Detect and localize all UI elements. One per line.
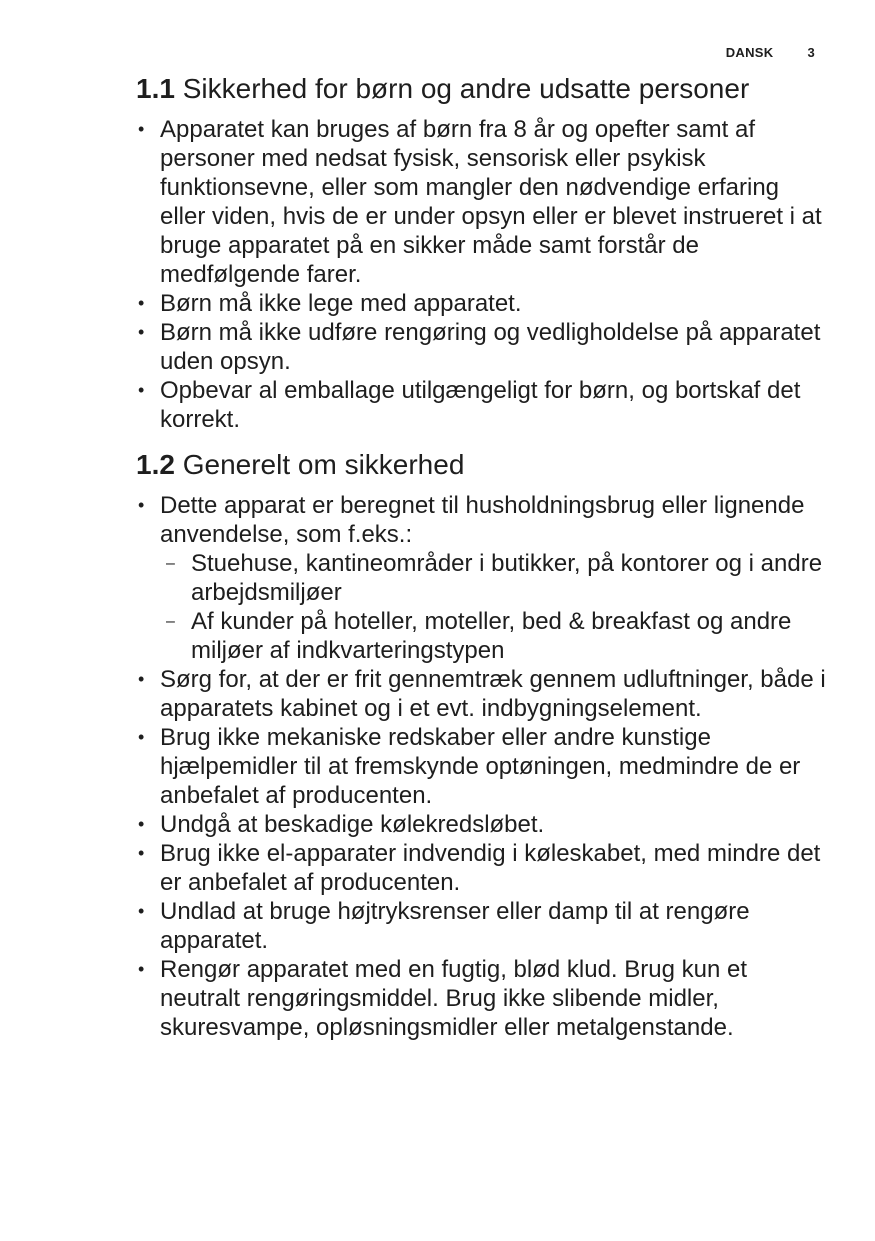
list-item bbox=[136, 839, 826, 897]
page-number: 3 bbox=[807, 45, 815, 60]
section-heading bbox=[136, 71, 826, 107]
bullet-icon: • bbox=[138, 119, 145, 139]
bullet-icon: • bbox=[138, 959, 145, 979]
list-item bbox=[136, 318, 826, 376]
list-item bbox=[136, 491, 826, 665]
bullet-icon: • bbox=[138, 322, 145, 342]
sub-list-item-text: Stuehuse, kantineområder i butikker, på kontorer og i andre arbejdsmiljøer bbox=[191, 550, 823, 606]
sub-list-item-text: Af kunder på hoteller, moteller, bed & breakfast og andre miljøer af indkvarteringstypen bbox=[191, 608, 792, 664]
list-item-text: Brug ikke el-apparater indvendig i køleskabet, med mindre det er anbefalet af producenten. bbox=[160, 840, 821, 896]
section-child-safety bbox=[136, 71, 826, 434]
list-item-text: Børn må ikke udføre rengøring og vedligholdelse på apparatet uden opsyn. bbox=[160, 319, 821, 375]
bullet-list bbox=[136, 491, 826, 1042]
list-item-text: Børn må ikke lege med apparatet. bbox=[160, 290, 522, 317]
list-item-text: Opbevar al emballage utilgængeligt for børn, og bortskaf det korrekt. bbox=[160, 377, 801, 433]
bullet-icon: • bbox=[138, 727, 145, 747]
list-item-text: Undlad at bruge højtryksrenser eller damp til at rengøre apparatet. bbox=[160, 898, 750, 954]
dash-icon: – bbox=[166, 613, 175, 630]
sub-list-item bbox=[160, 607, 826, 665]
list-item-text: Apparatet kan bruges af børn fra 8 år og opefter samt af personer med nedsat fysisk, sensorisk eller psykisk funktionsevne, eller som mangler den nødvendige erfaring eller viden, hvis de er under opsyn eller er blevet instrueret i at bruge apparatet på en sikker måde samt forstår de medfølgende farer. bbox=[160, 116, 822, 288]
list-item-text: Rengør apparatet med en fugtig, blød klud. Brug kun et neutralt rengøringsmiddel. Brug ikke slibende midler, skuresvampe, opløsningsmidler eller metalgenstande. bbox=[160, 956, 748, 1041]
list-item bbox=[136, 897, 826, 955]
bullet-icon: • bbox=[138, 380, 145, 400]
page-header bbox=[726, 45, 815, 60]
list-item-text: Dette apparat er beregnet til husholdningsbrug eller lignende anvendelse, som f.eks.: bbox=[160, 492, 805, 548]
bullet-list bbox=[136, 115, 826, 434]
section-general-safety bbox=[136, 447, 826, 1042]
list-item bbox=[136, 723, 826, 810]
list-item bbox=[136, 376, 826, 434]
language-label: DANSK bbox=[725, 45, 774, 60]
bullet-icon: • bbox=[138, 669, 145, 689]
document-content bbox=[136, 71, 826, 1042]
sub-list-item bbox=[160, 549, 826, 607]
sub-list bbox=[160, 549, 826, 665]
bullet-icon: • bbox=[138, 293, 145, 313]
list-item bbox=[136, 665, 826, 723]
section-title: Generelt om sikkerhed bbox=[182, 449, 465, 480]
list-item bbox=[136, 115, 826, 289]
section-title: Sikkerhed for børn og andre udsatte personer bbox=[182, 73, 750, 104]
bullet-icon: • bbox=[138, 901, 145, 921]
list-item bbox=[136, 955, 826, 1042]
list-item bbox=[136, 289, 826, 318]
list-item-text: Sørg for, at der er frit gennemtræk gennem udluftninger, både i apparatets kabinet og i et evt. indbygningselement. bbox=[160, 666, 826, 722]
bullet-icon: • bbox=[138, 814, 145, 834]
bullet-icon: • bbox=[138, 495, 145, 515]
bullet-icon: • bbox=[138, 843, 145, 863]
dash-icon: – bbox=[166, 555, 175, 572]
list-item bbox=[136, 810, 826, 839]
section-heading bbox=[136, 447, 826, 483]
section-number: 1.2 bbox=[136, 449, 175, 480]
section-number: 1.1 bbox=[136, 73, 175, 104]
list-item-text: Brug ikke mekaniske redskaber eller andre kunstige hjælpemidler til at fremskynde optøningen, medmindre de er anbefalet af producenten. bbox=[160, 724, 801, 809]
list-item-text: Undgå at beskadige kølekredsløbet. bbox=[160, 811, 545, 838]
